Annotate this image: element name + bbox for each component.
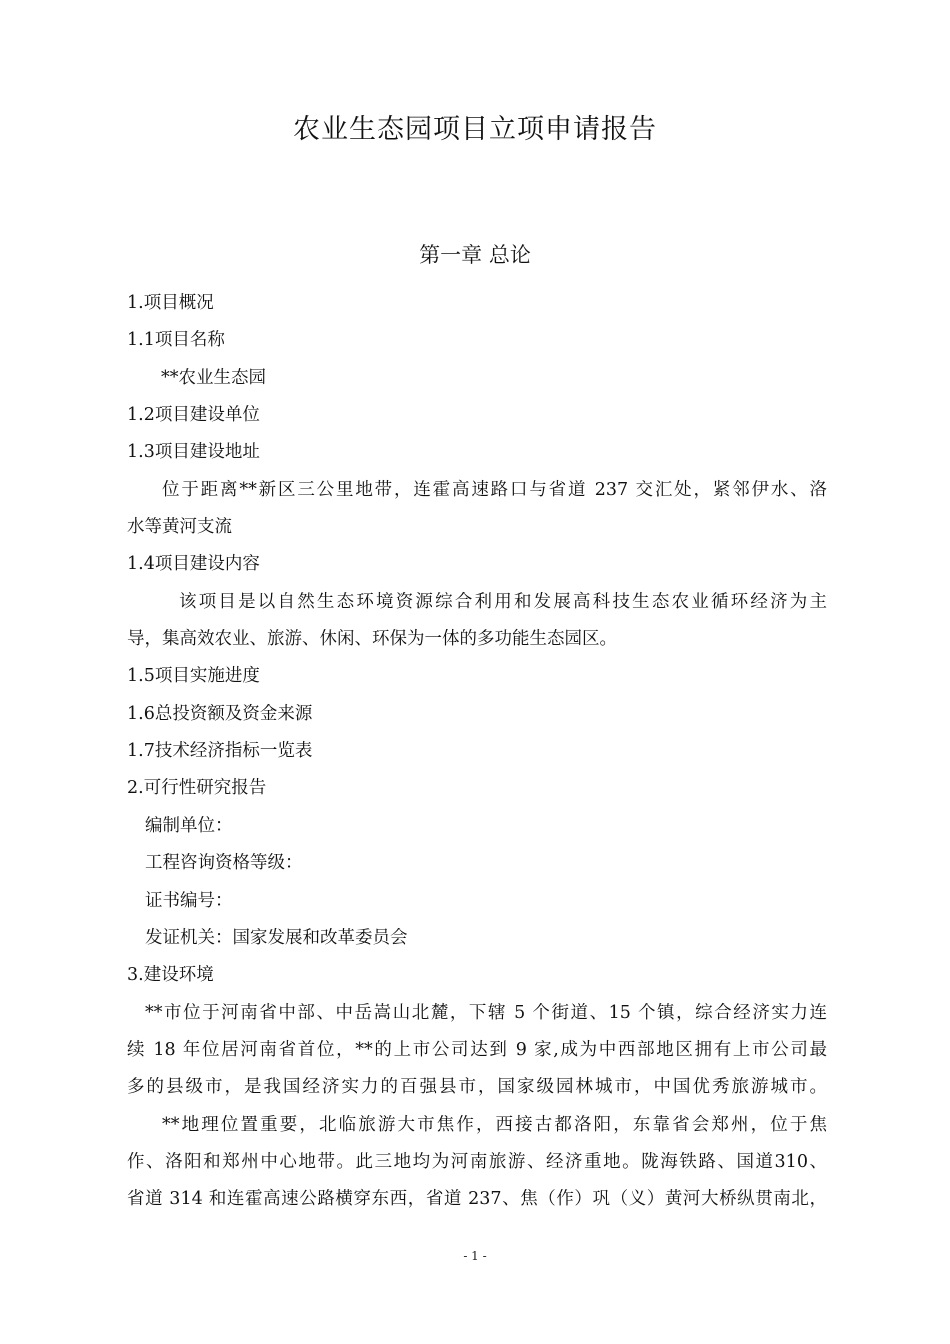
- body-text: 该项目是以自然生态环境资源综合利用和发展高科技生态农业循环经济为主: [179, 592, 827, 612]
- body-text: 位于距离**新区三公里地带，连霍高速路口与省道 237 交汇处，紧邻伊水、洛: [162, 480, 827, 500]
- body-text: 省道 314 和连霍高速公路横穿东西，省道 237、焦（作）巩（义）黄河大桥纵贯南北，: [127, 1189, 827, 1209]
- section-heading: 3.建设环境: [127, 965, 214, 985]
- body-text: 多的县级市，是我国经济实力的百强县市，国家级园林城市，中国优秀旅游城市。: [127, 1077, 827, 1097]
- body-text: **农业生态园: [161, 368, 266, 388]
- subsection-heading: 1.5项目实施进度: [127, 666, 260, 686]
- body-text: 续 18 年位居河南省首位，**的上市公司达到 9 家,成为中西部地区拥有上市公司最: [127, 1040, 827, 1060]
- section-heading: 2.可行性研究报告: [127, 778, 267, 798]
- body-text: 水等黄河支流: [127, 517, 232, 537]
- subsection-heading: 1.7技术经济指标一览表: [127, 741, 313, 761]
- subsection-heading: 1.3项目建设地址: [127, 442, 260, 462]
- section-heading: 1.项目概况: [127, 293, 214, 313]
- document-title: 农业生态园项目立项申请报告: [293, 114, 657, 145]
- page-number: - 1 -: [463, 1249, 487, 1263]
- chapter-heading: 第一章 总论: [419, 243, 531, 267]
- body-text: 工程咨询资格等级：: [145, 853, 303, 873]
- subsection-heading: 1.1项目名称: [127, 330, 225, 350]
- body-text: **市位于河南省中部、中岳嵩山北麓，下辖 5 个街道、15 个镇，综合经济实力连: [145, 1003, 827, 1023]
- body-text: 发证机关：国家发展和改革委员会: [145, 928, 408, 948]
- body-text: **地理位置重要，北临旅游大市焦作，西接古都洛阳，东靠省会郑州，位于焦: [162, 1115, 827, 1135]
- body-text: 证书编号：: [145, 891, 233, 911]
- body-text: 导，集高效农业、旅游、休闲、环保为一体的多功能生态园区。: [127, 629, 617, 649]
- subsection-heading: 1.2项目建设单位: [127, 405, 260, 425]
- subsection-heading: 1.6总投资额及资金来源: [127, 704, 313, 724]
- subsection-heading: 1.4项目建设内容: [127, 554, 260, 574]
- body-text: 编制单位：: [145, 816, 233, 836]
- body-text: 作、洛阳和郑州中心地带。此三地均为河南旅游、经济重地。陇海铁路、国道310、: [127, 1152, 827, 1172]
